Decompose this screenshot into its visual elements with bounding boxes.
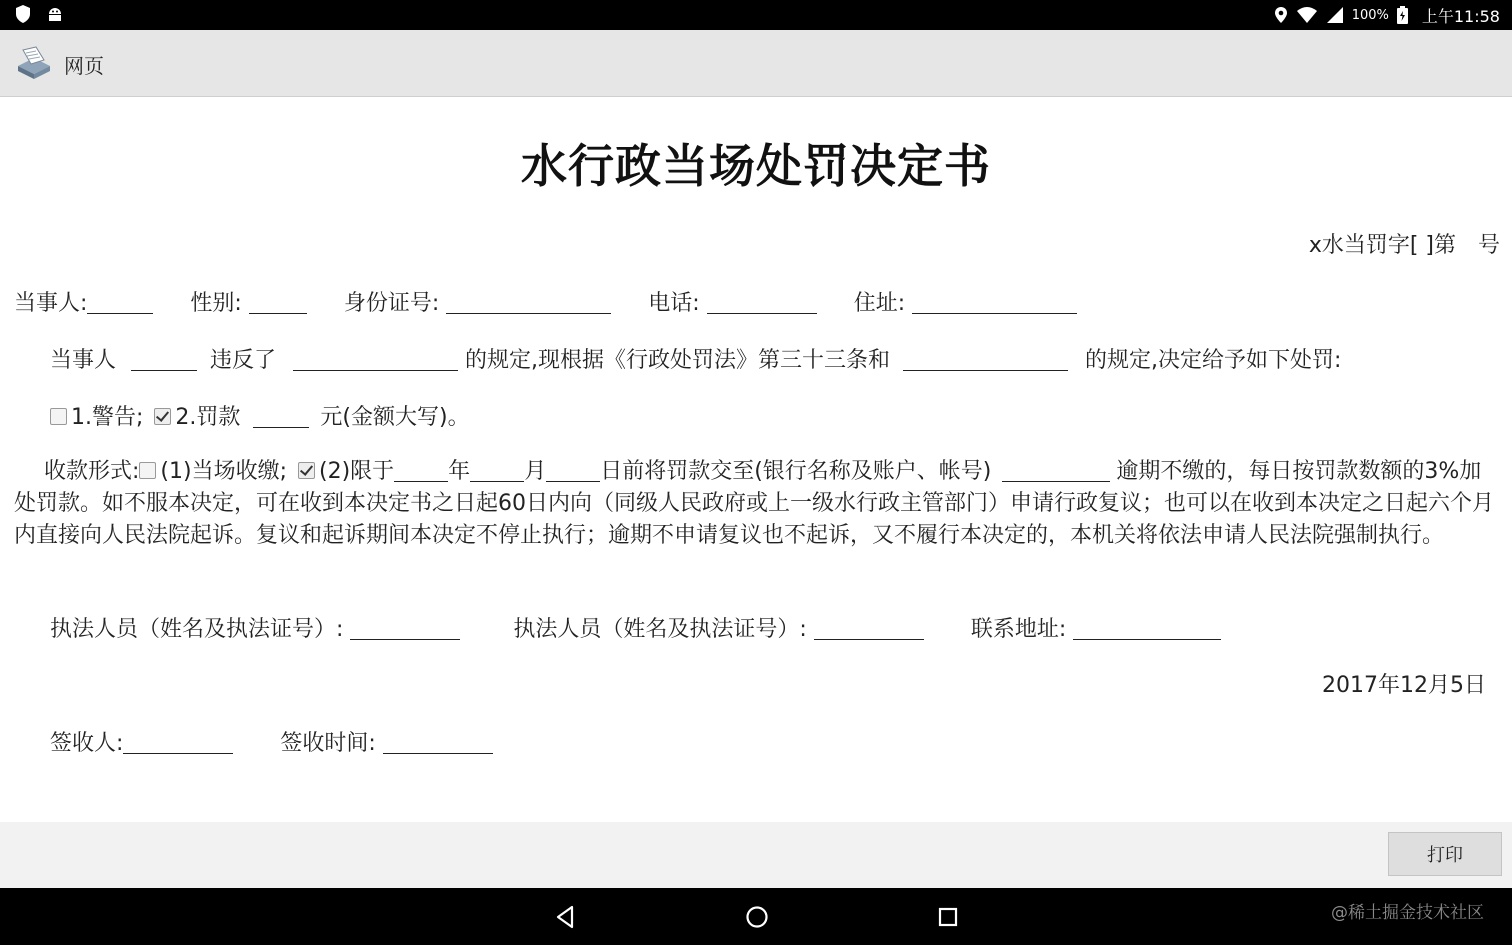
deadline-label: (2)限于	[319, 459, 395, 484]
phone-label: 电话:	[648, 291, 700, 316]
officer2-label: 执法人员（姓名及执法证号）:	[513, 617, 807, 642]
print-button[interactable]: 打印	[1388, 832, 1502, 876]
fine-label: 2.罚款	[175, 405, 241, 430]
gender-label: 性别:	[190, 291, 242, 316]
navigation-bar	[0, 888, 1512, 945]
android-icon	[46, 5, 64, 23]
clock: 上午11:58	[1421, 6, 1500, 26]
fine-checkbox[interactable]	[154, 408, 171, 425]
status-left	[14, 4, 64, 24]
phone-blank[interactable]	[707, 291, 817, 314]
fine-amount-blank[interactable]	[253, 405, 309, 428]
address-blank[interactable]	[912, 291, 1077, 314]
fine-suffix: 元(金额大写)。	[320, 405, 470, 430]
document-number: x水当罚字[ ]第 号	[1308, 233, 1500, 258]
sign-time-blank[interactable]	[383, 731, 493, 754]
violation-text-1: 当事人	[50, 348, 117, 373]
status-bar	[0, 0, 1512, 30]
back-icon[interactable]	[551, 902, 581, 932]
watermark: @稀土掘金技术社区	[1331, 903, 1484, 923]
violation-row	[50, 343, 1341, 374]
collection-rest: 逾期不缴的，每日按罚款数额的3%加处罚款。如不服本决定，可在收到本决定书之日起60日内向（同级人民政府或上一级水行政主管部门）申请行政复议；也可以在收到本决定之日起六个月内直接向人民法院起诉。复议和起诉期间本决定不停止执行；逾期不申请复议也不起诉，又不履行本决定的，本机关将依法申请人民法院强制执行。	[14, 459, 1494, 548]
gender-blank[interactable]	[249, 291, 307, 314]
battery-percent: 100%	[1351, 7, 1389, 23]
collection-paragraph	[14, 456, 1494, 552]
month-label: 月	[524, 459, 547, 484]
sign-time-label: 签收时间:	[280, 731, 376, 756]
document-date: 2017年12月5日	[1322, 673, 1486, 698]
contact-label: 联系地址:	[970, 617, 1067, 642]
party-blank[interactable]	[87, 291, 153, 314]
party-info-row	[14, 286, 1077, 317]
printer-app-icon[interactable]	[14, 44, 52, 82]
penalty-row	[50, 400, 470, 431]
violation-text-2: 违反了	[210, 348, 277, 373]
signer-label: 签收人:	[50, 731, 124, 756]
warning-checkbox[interactable]	[50, 408, 67, 425]
signal-icon	[1326, 6, 1344, 24]
officer1-label: 执法人员（姓名及执法证号）:	[50, 617, 344, 642]
location-icon	[1274, 6, 1288, 24]
app-title: 网页	[64, 54, 104, 78]
violation-text-3: 的规定,现根据《行政处罚法》第三十三条和	[465, 348, 891, 373]
contact-blank[interactable]	[1073, 617, 1221, 640]
violation-text-4: 的规定,决定给予如下处罚:	[1085, 348, 1342, 373]
recents-icon[interactable]	[933, 902, 963, 932]
penalty-rule-blank[interactable]	[903, 348, 1068, 371]
document-title: 水行政当场处罚决定书	[521, 139, 991, 193]
officer2-blank[interactable]	[814, 617, 924, 640]
warning-label: 1.警告;	[71, 405, 144, 430]
action-panel	[0, 822, 1512, 888]
violation-party-blank[interactable]	[131, 348, 197, 371]
battery-icon	[1397, 6, 1408, 24]
address-label: 住址:	[853, 291, 906, 316]
wifi-icon	[1296, 6, 1318, 24]
officer-row	[50, 612, 1221, 643]
officer1-blank[interactable]	[350, 617, 460, 640]
onsite-label: (1)当场收缴;	[160, 459, 287, 484]
status-right	[1274, 0, 1500, 30]
party-label: 当事人:	[14, 291, 88, 316]
id-label: 身份证号:	[343, 291, 440, 316]
signer-row	[50, 726, 493, 757]
signer-blank[interactable]	[123, 731, 233, 754]
day-blank[interactable]	[546, 459, 600, 482]
collection-label: 收款形式:	[44, 459, 140, 484]
shield-icon	[14, 4, 32, 24]
violated-rule-blank[interactable]	[293, 348, 458, 371]
day-text: 日前将罚款交至(银行名称及账户、帐号)	[600, 459, 992, 484]
app-bar	[0, 30, 1512, 97]
id-blank[interactable]	[446, 291, 611, 314]
home-icon[interactable]	[742, 902, 772, 932]
onsite-checkbox[interactable]	[139, 462, 156, 479]
year-blank[interactable]	[394, 459, 448, 482]
month-blank[interactable]	[470, 459, 524, 482]
year-label: 年	[448, 459, 471, 484]
deadline-checkbox[interactable]	[298, 462, 315, 479]
bank-account-blank[interactable]	[1002, 459, 1110, 482]
